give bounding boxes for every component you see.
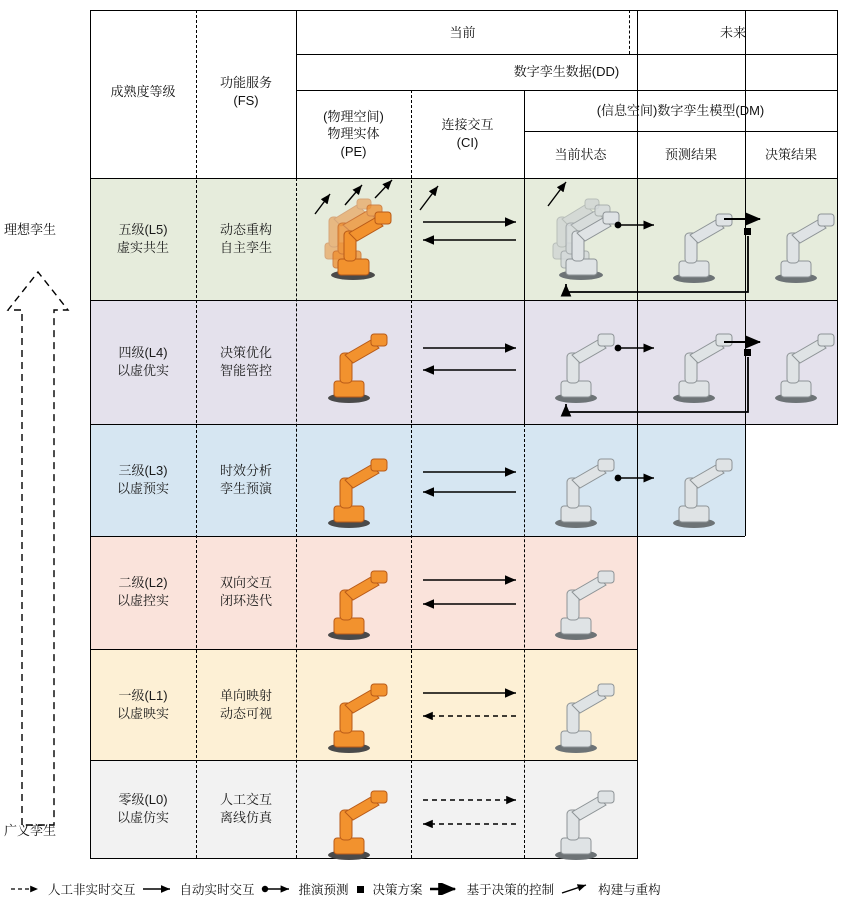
- legend-item-auto: [142, 880, 255, 898]
- header-pe-line2: 物理实体: [327, 126, 380, 142]
- row-fs-l3-line1: 时效分析: [219, 463, 272, 479]
- row-fs-l2-line1: 双向交互: [219, 575, 272, 591]
- row-fs-l1-line1: 单向映射: [219, 688, 272, 704]
- ideal-twin-label: [4, 219, 56, 238]
- header-maturity-label: 成熟度等级: [110, 84, 176, 100]
- row-level-l1-line1: 一级(L1): [118, 688, 168, 704]
- legend-item-control: [429, 880, 555, 898]
- header-dm-predict-label: 预测结果: [664, 147, 717, 163]
- row-level-l2-line2: 以虚控实: [116, 593, 169, 608]
- general-twin-label-text: 广义孪生: [4, 823, 57, 838]
- header-dd-label: 数字孪生数据(DD): [513, 64, 620, 80]
- header-dm-label: (信息空间)数字孪生模型(DM): [596, 103, 765, 119]
- header-ci-line1: 连接交互: [441, 117, 494, 133]
- row-fs-l4-line1: 决策优化: [219, 345, 272, 361]
- row-level-l5-line1: 五级(L5): [118, 222, 168, 238]
- row-level-l5-line2: 虚实共生: [116, 240, 169, 255]
- legend-label-decision: 决策方案: [372, 883, 423, 897]
- row-level-l4-line1: 四级(L4): [118, 345, 168, 361]
- legend-label-control: 基于决策的控制: [466, 883, 555, 897]
- header-future-label: 未来: [719, 25, 746, 41]
- row-fs-l5-line1: 动态重构: [219, 222, 272, 238]
- legend-item-construct: [560, 880, 661, 898]
- row-fs-l3-line2: 孪生预演: [219, 481, 272, 496]
- row-fs-l5-line2: 自主孪生: [219, 240, 272, 255]
- header-current-label: 当前: [449, 25, 476, 41]
- dot-arrow-icon: [261, 883, 295, 895]
- legend-label-predict: 推演预测: [298, 883, 349, 897]
- legend-label-auto: 自动实时交互: [179, 883, 255, 897]
- row-fs-l4-line2: 智能管控: [219, 363, 272, 378]
- row-fs-l0-line1: 人工交互: [219, 792, 272, 808]
- legend: [10, 872, 850, 906]
- solid-arrow-icon: [142, 883, 176, 895]
- legend-label-manual: 人工非实时交互: [48, 883, 136, 897]
- header-pe-line3: (PE): [340, 143, 367, 159]
- header-dm-decide-label: 决策结果: [764, 147, 817, 163]
- legend-item-predict: [261, 880, 349, 898]
- row-fs-l1-line2: 动态可视: [219, 706, 272, 721]
- curve-arrow-icon: [560, 882, 594, 896]
- dashed-arrow-icon: [10, 883, 44, 895]
- header-ci-line2: (CI): [456, 135, 479, 150]
- row-level-l0-line2: 以虚仿实: [116, 810, 169, 825]
- header-dm-state-label: 当前状态: [554, 147, 607, 163]
- row-level-l1-line2: 以虚映实: [116, 706, 169, 721]
- general-twin-label: [4, 820, 56, 839]
- row-level-l4-line2: 以虚优实: [116, 363, 169, 378]
- row-level-l3-line2: 以虚预实: [116, 481, 169, 496]
- legend-item-manual: [10, 880, 136, 898]
- row-level-l3-line1: 三级(L3): [118, 463, 168, 479]
- ideal-twin-axis-arrow: [0, 250, 90, 850]
- legend-label-construct: 构建与重构: [598, 883, 661, 897]
- header-fs-line1: 功能服务: [219, 75, 272, 91]
- row-fs-l2-line2: 闭环迭代: [219, 593, 272, 608]
- header-pe-line1: (物理空间): [323, 108, 384, 124]
- square-marker-icon: [355, 883, 369, 895]
- row-fs-l0-line2: 离线仿真: [219, 810, 272, 825]
- bold-arrow-icon: [429, 883, 463, 895]
- header-fs-line2: (FS): [233, 93, 259, 108]
- row-level-l0-line1: 零级(L0): [118, 792, 168, 808]
- ideal-twin-label-text: 理想孪生: [4, 222, 57, 237]
- row-level-l2-line1: 二级(L2): [118, 575, 168, 591]
- legend-item-decision: [355, 880, 423, 898]
